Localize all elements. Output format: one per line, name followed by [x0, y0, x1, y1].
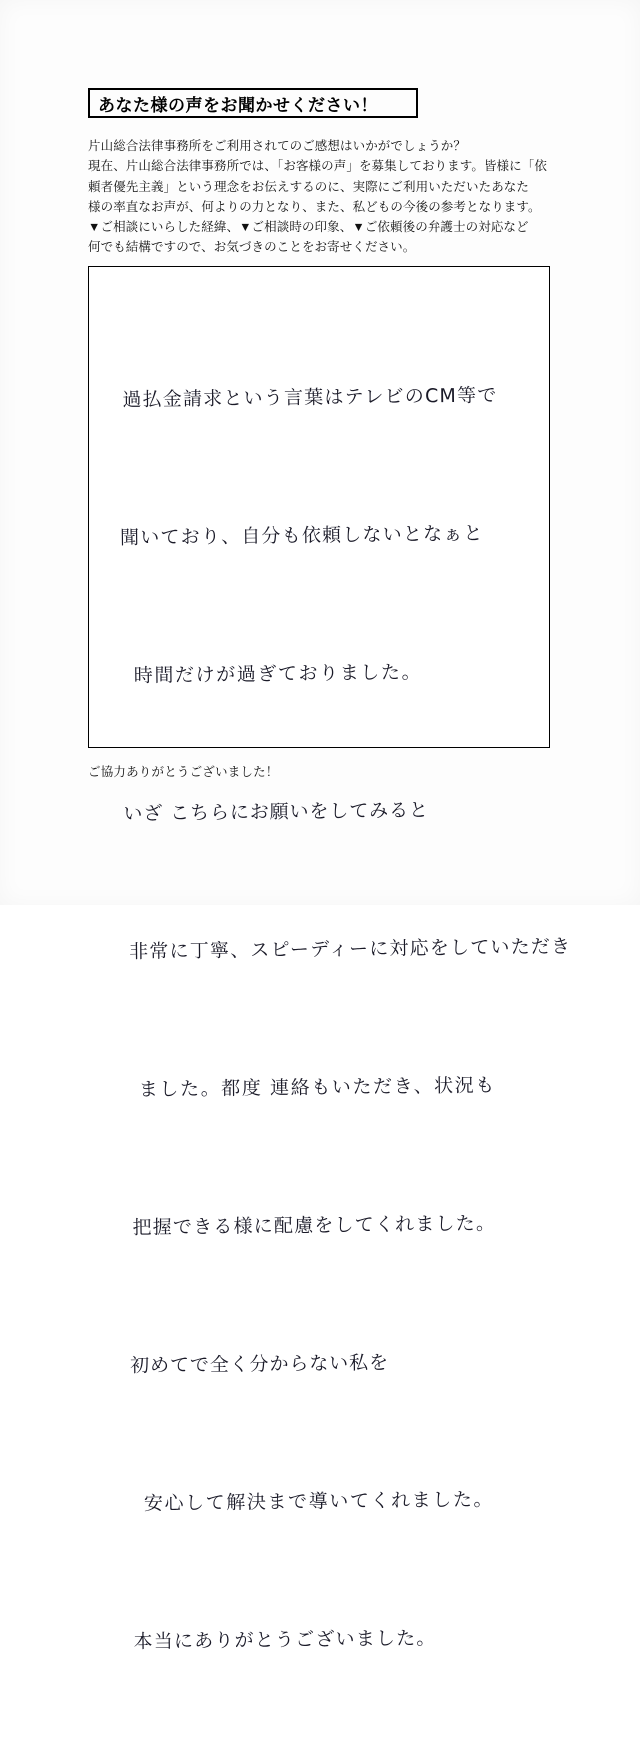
handwritten-line: 聞いており、自分も依頼しないとなぁと — [119, 522, 484, 549]
handwritten-line: 本当にありがとうございました。 — [133, 1627, 437, 1653]
handwritten-line: 把握できる様に配慮をしてくれました。 — [132, 1212, 497, 1239]
handwritten-line: 時間だけが過ぎておりました。 — [133, 661, 423, 687]
page-title: あなた様の声をお聞かせください！ — [98, 95, 378, 115]
handwritten-answer-text — [117, 280, 572, 1757]
intro-line: 何でも結構ですので、お気づきのことをお寄せください。 — [88, 240, 416, 255]
intro-line: 様の率直なお声が、何よりの力となり、また、私どもの今後の参考となります。 — [88, 199, 541, 214]
handwritten-line: ました。都度 連絡もいただき、状況も — [138, 1074, 497, 1101]
intro-line: 頼者優先主義」という理念をお伝えするのに、実際にご利用いただいたあなた — [88, 179, 530, 194]
handwritten-line: 初めてで全く分からない私を — [130, 1351, 390, 1377]
closing-note: ご協力ありがとうございました！ — [88, 765, 279, 779]
handwritten-line: 安心して解決まで導いてくれました。 — [143, 1488, 495, 1515]
handwritten-line: 非常に丁寧、スピーディーに対応をしていただき — [129, 935, 572, 963]
intro-text — [88, 136, 550, 258]
page-title-box — [88, 88, 418, 118]
intro-line: 片山総合法律事務所をご利用されてのご感想はいかがでしょうか？ — [88, 139, 467, 153]
handwritten-line: 過払金請求という言葉はテレビのCM等で — [122, 384, 498, 411]
intro-line: 現在、片山総合法律事務所では、「お客様の声」を募集しております。皆様に「依 — [88, 159, 547, 174]
handwritten-line: いざ こちらにお願いをしてみると — [123, 799, 430, 825]
intro-line: ▼ご相談にいらした経緯、▼ご相談時の印象、▼ご依頼後の弁護士の対応など — [88, 220, 529, 234]
